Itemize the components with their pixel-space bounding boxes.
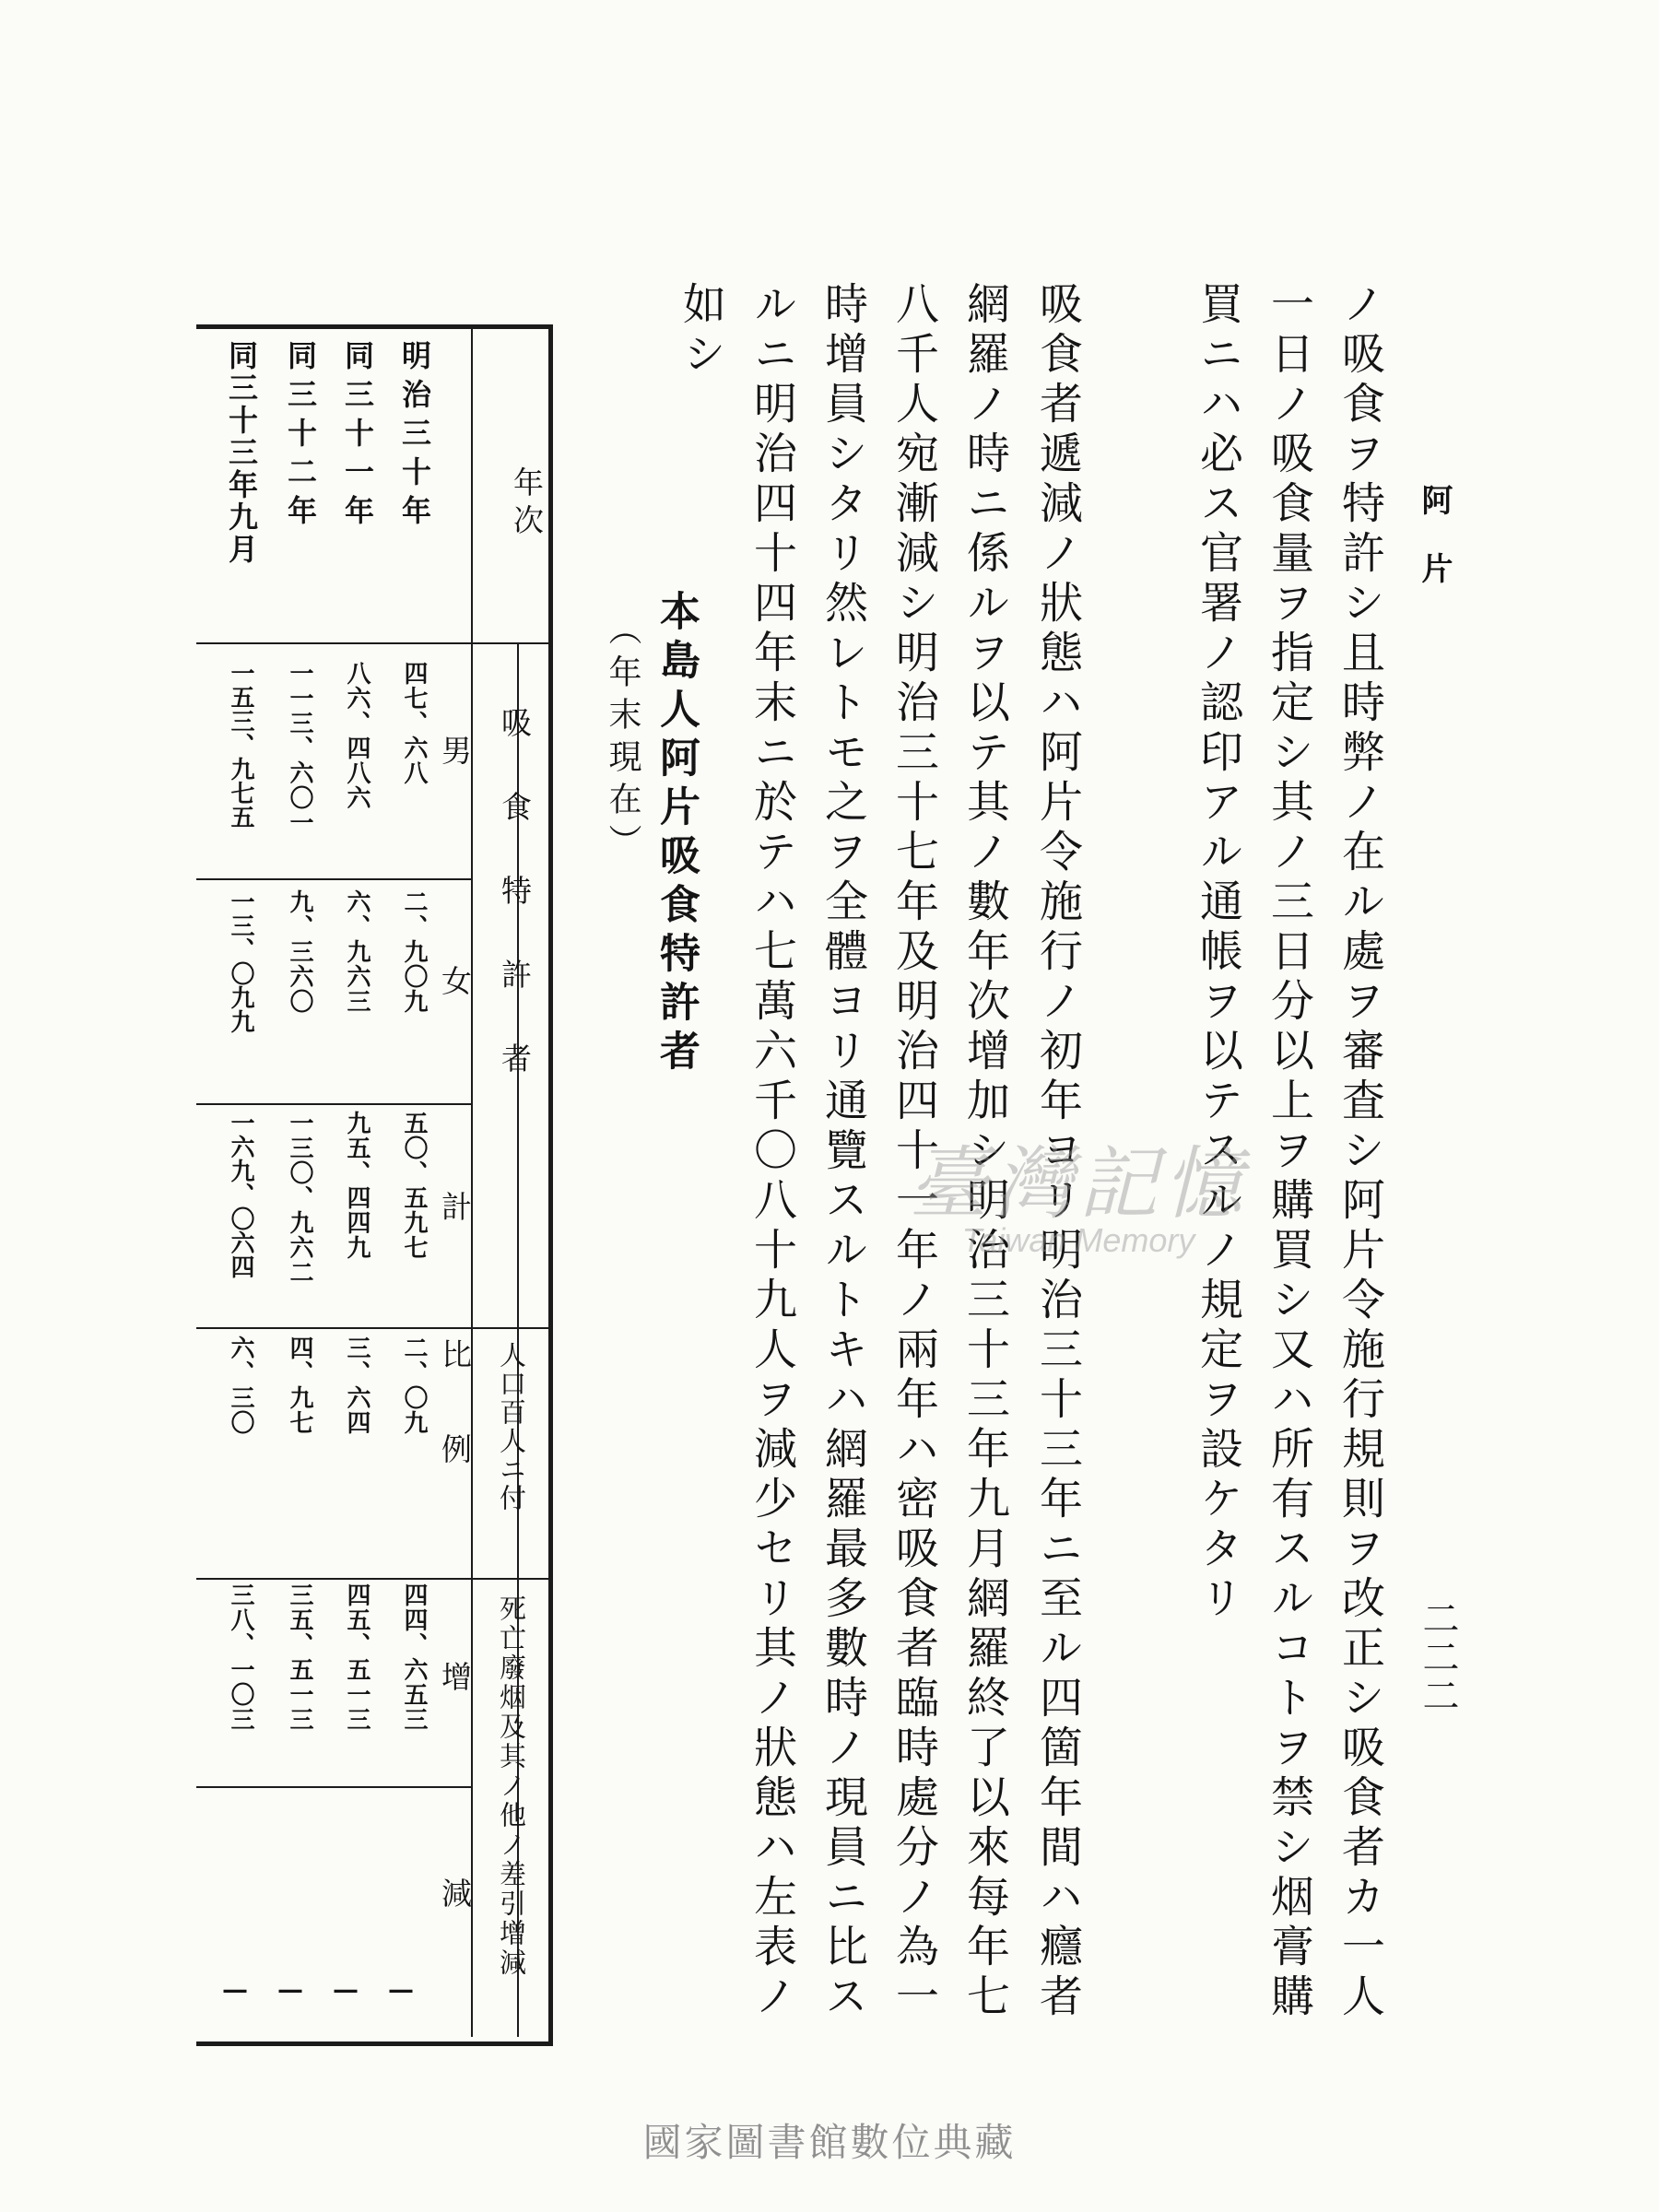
table-cell-female: 九、三六〇 (286, 889, 313, 1014)
table-cell-female: 六、九六三 (343, 889, 371, 1014)
header-male: 男 (437, 735, 473, 772)
table-cell-decrease: — (222, 1974, 248, 2005)
table-cell-decrease: — (333, 1974, 359, 2005)
header-increase: 增 (437, 1661, 473, 1699)
header-year: 年次 (509, 466, 545, 542)
watermark (839, 1120, 1318, 1260)
table-cell-female: 二、九〇九 (400, 889, 428, 1014)
watermark-cjk: 臺灣記憶 (909, 1138, 1248, 1230)
table-cell-total: 九五、四四九 (343, 1111, 371, 1260)
footer-credit: 國家圖書館數位典藏 (642, 2120, 1017, 2165)
body-text-column: 如シ (676, 281, 726, 381)
table-divider (196, 878, 473, 880)
table-cell-year: 同三十二年 (283, 340, 318, 534)
table-cell-increase: 四四、六五三 (400, 1583, 428, 1732)
table-cell-increase: 三八、一〇三 (227, 1583, 254, 1732)
table-cell-ratio: 二、〇九 (400, 1335, 428, 1435)
table-cell-total: 一三〇、九六二 (286, 1111, 313, 1285)
watermark-en: Taiwan Memory (961, 1221, 1195, 1259)
table-cell-male: 八六、四八六 (343, 661, 371, 810)
body-text-column: ルニ明治四十四年末ニ於テハ七萬六千〇八十九人ヲ減少セリ其ノ狀態ハ左表ノ (747, 281, 797, 2023)
table-cell-ratio: 四、九七 (286, 1335, 313, 1435)
table-cell-male: 四七、六八 (400, 661, 428, 785)
header-total: 計 (437, 1191, 473, 1229)
table-divider (196, 1786, 473, 1788)
header-licensed-group: 吸食特許者 (497, 707, 533, 1126)
table-caption (599, 590, 705, 1078)
table-cell-total: 五〇、五九七 (400, 1111, 428, 1260)
table-caption-title: 本島人阿片吸食特許者 (653, 590, 700, 1078)
header-ratio: 比例 (437, 1338, 473, 1528)
table-cell-year: 同三十一年 (340, 340, 375, 534)
table-divider (196, 642, 548, 644)
opium-license-table (196, 324, 553, 2046)
header-ratio-group: 人口百人ニ付 (496, 1341, 527, 1512)
table-cell-male: 一一三、六〇一 (286, 661, 313, 835)
table-cell-increase: 四五、五一三 (343, 1583, 371, 1732)
table-divider (196, 1578, 548, 1580)
body-text-column: 時增員シタリ然レトモ之ヲ全體ヨリ通覽スルトキハ網羅最多數時ノ現員ニ比ス (818, 281, 868, 2023)
body-text-column: 買ニハ必ス官署ノ認印アル通帳ヲ以テスルノ規定ヲ設ケタリ (1193, 281, 1243, 1625)
table-cell-ratio: 三、六四 (343, 1335, 371, 1435)
table-cell-ratio: 六、三〇 (227, 1335, 254, 1435)
body-text-column: 吸食者遞減ノ狀態ハ阿片令施行ノ初年ヨリ明治三十三年ニ至ル四箇年間ハ癮者 (1032, 281, 1083, 2023)
body-text-column: 網羅ノ時ニ係ルヲ以テ其ノ數年次增加シ明治三十三年九月網羅終了以來每年七 (959, 281, 1010, 2023)
table-cell-decrease: — (388, 1974, 414, 2005)
table-cell-total: 一六九、〇六四 (227, 1111, 254, 1278)
body-text-column: 八千人宛漸減シ明治三十七年及明治四十一年ノ兩年ハ密吸食者臨時處分ノ為一 (888, 281, 939, 2023)
table-cell-female: 一三、〇九九 (227, 889, 254, 1033)
table-caption-note: （年末現在） (604, 612, 641, 866)
table-divider (196, 1103, 473, 1105)
header-decrease: 減 (437, 1877, 473, 1915)
page-header-title: 阿片 (1416, 484, 1453, 620)
table-divider (196, 1327, 548, 1329)
body-text-column: ノ吸食ヲ特許シ且時弊ノ在ル處ヲ審査シ阿片令施行規則ヲ改正シ吸食者カ一人 (1335, 281, 1385, 2023)
table-cell-increase: 三五、五一三 (286, 1583, 313, 1732)
body-text-column: 一日ノ吸食量ヲ指定シ其ノ三日分以上ヲ購買シ又ハ所有スルコトヲ禁シ烟膏購 (1264, 281, 1314, 2023)
table-cell-year: 明治三十年 (397, 340, 432, 534)
header-change-group: 死亡廢烟及其ノ他ノ差引增減 (496, 1594, 527, 1978)
table-cell-decrease: — (277, 1974, 303, 2005)
page-number: 二二二 (1417, 1599, 1459, 1715)
table-cell-male: 一五三、九七五 (227, 661, 254, 829)
table-cell-year: 同三十三年九月 (224, 340, 259, 566)
header-female: 女 (437, 965, 473, 1003)
